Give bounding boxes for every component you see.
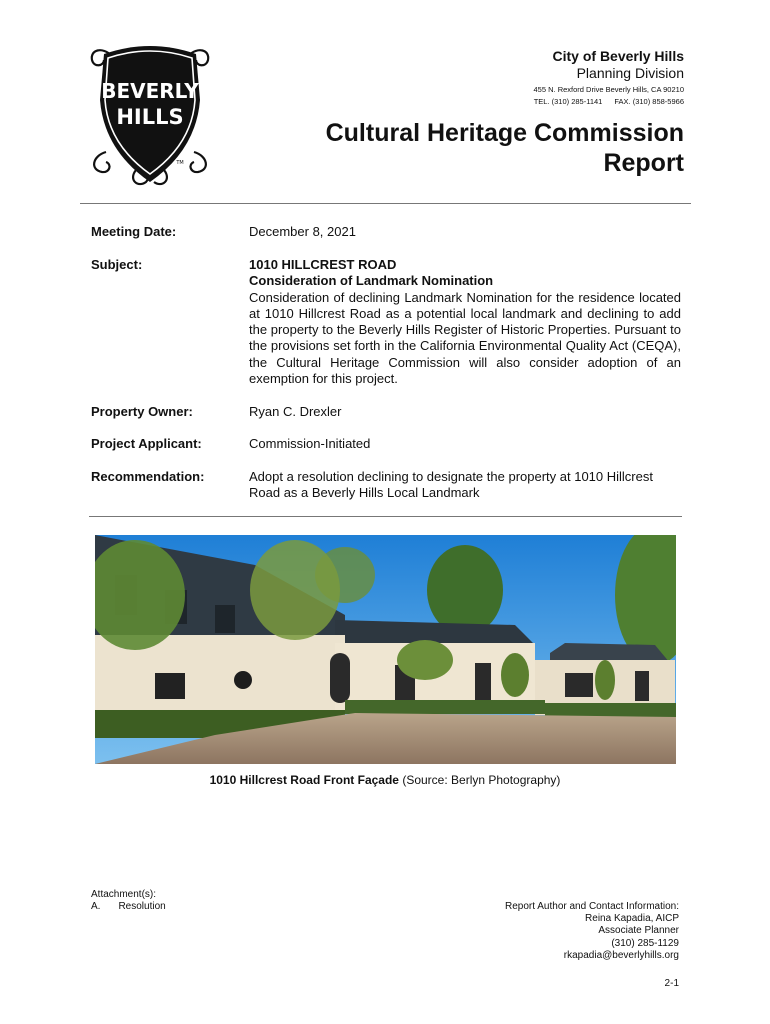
attachment-item (91, 901, 166, 913)
meeting-date-label: Meeting Date: (91, 224, 177, 239)
beverly-hills-logo (84, 40, 216, 188)
report-title-line2: Report (603, 149, 684, 177)
contact-block (505, 901, 679, 962)
logo-text-hills: HILLS (116, 105, 184, 129)
subject-body: Consideration of declining Landmark Nomination for the residence located at 1010 Hillcrest Road as a potential local landmark and declining to add the property to the Beverly Hills Register of Historic Properties. Pursuant to the provisions set forth in the California Environmental Quality Act (CEQA), the Cultural Heritage Commission will also consider adoption of an exemption for this project. (249, 289, 681, 387)
page-number: 2-1 (664, 978, 679, 989)
division-name: Planning Division (576, 65, 684, 81)
contact-phone: (310) 285-1129 (611, 937, 679, 949)
meeting-date-value: December 8, 2021 (249, 224, 356, 239)
city-name: City of Beverly Hills (552, 48, 684, 64)
report-title (326, 118, 684, 178)
fax-number: FAX. (310) 858-5966 (614, 97, 684, 106)
contact-name: Reina Kapadia, AICP (585, 913, 679, 925)
subject-value (249, 257, 681, 387)
subject-address: 1010 HILLCREST ROAD (249, 257, 397, 272)
contact-heading: Report Author and Contact Information: (505, 901, 679, 912)
city-header (534, 48, 684, 106)
attachment-letter: A. (91, 901, 101, 912)
trademark-mark: TM (176, 160, 184, 166)
project-applicant-value: Commission-Initiated (249, 436, 371, 451)
project-applicant-label: Project Applicant: (91, 436, 202, 451)
phone-fax-line (534, 97, 684, 106)
subject-label: Subject: (91, 257, 143, 272)
house-photo (95, 535, 676, 764)
subject-heading: Consideration of Landmark Nomination (249, 273, 494, 289)
attachments-heading: Attachment(s): (91, 889, 157, 900)
photo-caption-title: 1010 Hillcrest Road Front Façade (209, 773, 399, 787)
body-divider (89, 516, 682, 517)
attachment-name: Resolution (118, 901, 166, 912)
recommendation-label: Recommendation: (91, 469, 205, 484)
property-owner-label: Property Owner: (91, 404, 193, 419)
contact-email[interactable]: rkapadia@beverlyhills.org (563, 949, 679, 961)
address-line: 455 N. Rexford Drive Beverly Hills, CA 90210 (533, 85, 684, 94)
logo-text-beverly: BEVERLY (101, 79, 199, 103)
contact-role: Associate Planner (598, 925, 679, 937)
photo-caption (0, 773, 770, 787)
recommendation-value: Adopt a resolution declining to designate the property at 1010 Hillcrest Road as a Beverly Hills Local Landmark (249, 469, 653, 501)
attachments-block (91, 889, 166, 913)
report-title-line1: Cultural Heritage Commission (325, 119, 684, 147)
property-owner-value: Ryan C. Drexler (249, 404, 342, 419)
photo-caption-source: (Source: Berlyn Photography) (402, 773, 561, 787)
tel-number: TEL. (310) 285-1141 (533, 97, 603, 106)
header-divider (80, 203, 691, 204)
